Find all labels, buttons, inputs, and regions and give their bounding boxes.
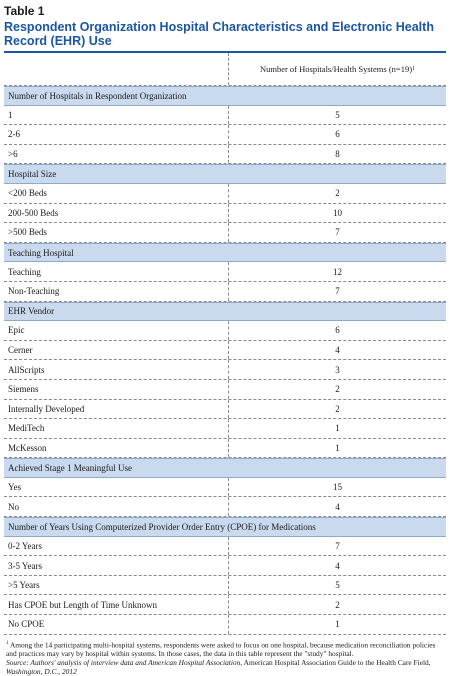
source-label: Source: Authors' analysis of interview data and American Hospital Association, [6, 658, 243, 668]
row-label: Has CPOE but Length of Time Unknown [8, 599, 158, 610]
row-value: 10 [228, 204, 446, 223]
row-label: Teaching [8, 266, 41, 277]
row-label: Non-Teaching [8, 286, 60, 297]
footnotes [4, 639, 446, 676]
row-value: 4 [228, 341, 446, 360]
row-label: <200 Beds [8, 188, 47, 199]
table-row [4, 380, 446, 400]
table-row [4, 262, 446, 282]
table-row [4, 145, 446, 165]
row-value: 2 [228, 595, 446, 614]
table-row [4, 615, 446, 635]
section-header-row [4, 243, 446, 263]
row-value: 7 [228, 282, 446, 301]
table-title-line-1: Respondent Organization Hospital Characteristics and Electronic Health [4, 20, 434, 34]
table-row [4, 184, 446, 204]
row-value: 6 [228, 125, 446, 144]
row-label: >6 [8, 149, 18, 160]
row-value: 7 [228, 223, 446, 242]
table-row [4, 537, 446, 557]
row-label: Siemens [8, 384, 39, 395]
row-label: >500 Beds [8, 227, 47, 238]
section-title: Number of Hospitals in Respondent Organization [8, 90, 187, 101]
column-header-text: Number of Hospitals/Health Systems (n=19) [259, 64, 413, 74]
row-value: 15 [228, 478, 446, 497]
row-label: MediTech [8, 423, 45, 434]
row-label: Yes [8, 482, 22, 493]
row-value: 4 [228, 497, 446, 516]
section-header-row [4, 302, 446, 322]
table-row [4, 204, 446, 224]
row-label: Cerner [8, 345, 33, 356]
row-label: No [8, 501, 19, 512]
footnote-text: Among the 14 participating multi-hospital systems, respondents were asked to focus on one hospital, because medication reconciliation policies and practices may vary by hospital within systems. In those cases, the data in this table represent the "study" hospital. [6, 640, 436, 659]
table-header-row [4, 53, 446, 86]
section-title: EHR Vendor [8, 306, 55, 317]
row-value: 2 [228, 184, 446, 203]
table-row [4, 360, 446, 380]
row-label: 200-500 Beds [8, 207, 59, 218]
source-note [6, 658, 444, 676]
table-row [4, 106, 446, 126]
section-header-row [4, 164, 446, 184]
table-row [4, 556, 446, 576]
column-header-footnote-marker: 1 [412, 66, 416, 72]
table-row [4, 419, 446, 439]
table-label: Table 1 [4, 4, 45, 18]
table-row [4, 497, 446, 517]
row-value: 4 [228, 556, 446, 575]
row-value: 3 [228, 360, 446, 379]
footnote-marker: 1 [6, 640, 9, 646]
row-label: No CPOE [8, 619, 45, 630]
table-row [4, 125, 446, 145]
table-title-line-2: Record (EHR) Use [4, 34, 112, 48]
row-value: 6 [228, 321, 446, 340]
source-publication: American Hospital Association Guide to the Health Care Field, [243, 658, 431, 668]
row-value: 8 [228, 145, 446, 164]
section-title: Achieved Stage 1 Meaningful Use [8, 463, 132, 474]
table-row [4, 439, 446, 459]
row-value: 5 [228, 576, 446, 595]
row-value: 1 [228, 615, 446, 634]
row-label: McKesson [8, 442, 47, 453]
row-value: 2 [228, 400, 446, 419]
section-title: Teaching Hospital [8, 247, 74, 258]
section-title: Hospital Size [8, 169, 57, 180]
row-label: Internally Developed [8, 403, 85, 414]
row-value: 7 [228, 537, 446, 556]
row-value: 1 [228, 439, 446, 458]
section-title: Number of Years Using Computerized Provider Order Entry (CPOE) for Medications [8, 521, 316, 532]
table-row [4, 223, 446, 243]
source-location: Washington, D.C., 2012 [6, 667, 77, 676]
table-title [4, 20, 446, 48]
row-label: >5 Years [8, 580, 40, 591]
row-label: 1 [8, 109, 13, 120]
table-row [4, 282, 446, 302]
row-value: 2 [228, 380, 446, 399]
table-body [4, 86, 446, 635]
table-row [4, 400, 446, 420]
row-value: 1 [228, 419, 446, 438]
row-value: 5 [228, 106, 446, 125]
table-row [4, 576, 446, 596]
footnote [6, 639, 444, 658]
section-header-row [4, 458, 446, 478]
row-label: AllScripts [8, 364, 45, 375]
row-label: 2-6 [8, 129, 20, 140]
column-header [228, 53, 446, 85]
row-label: Epic [8, 325, 25, 336]
row-label: 0-2 Years [8, 540, 43, 551]
row-label: 3-5 Years [8, 560, 43, 571]
section-header-row [4, 86, 446, 106]
table-row [4, 341, 446, 361]
table-row [4, 595, 446, 615]
table-row [4, 478, 446, 498]
table-row [4, 321, 446, 341]
section-header-row [4, 517, 446, 537]
row-value: 12 [228, 262, 446, 281]
